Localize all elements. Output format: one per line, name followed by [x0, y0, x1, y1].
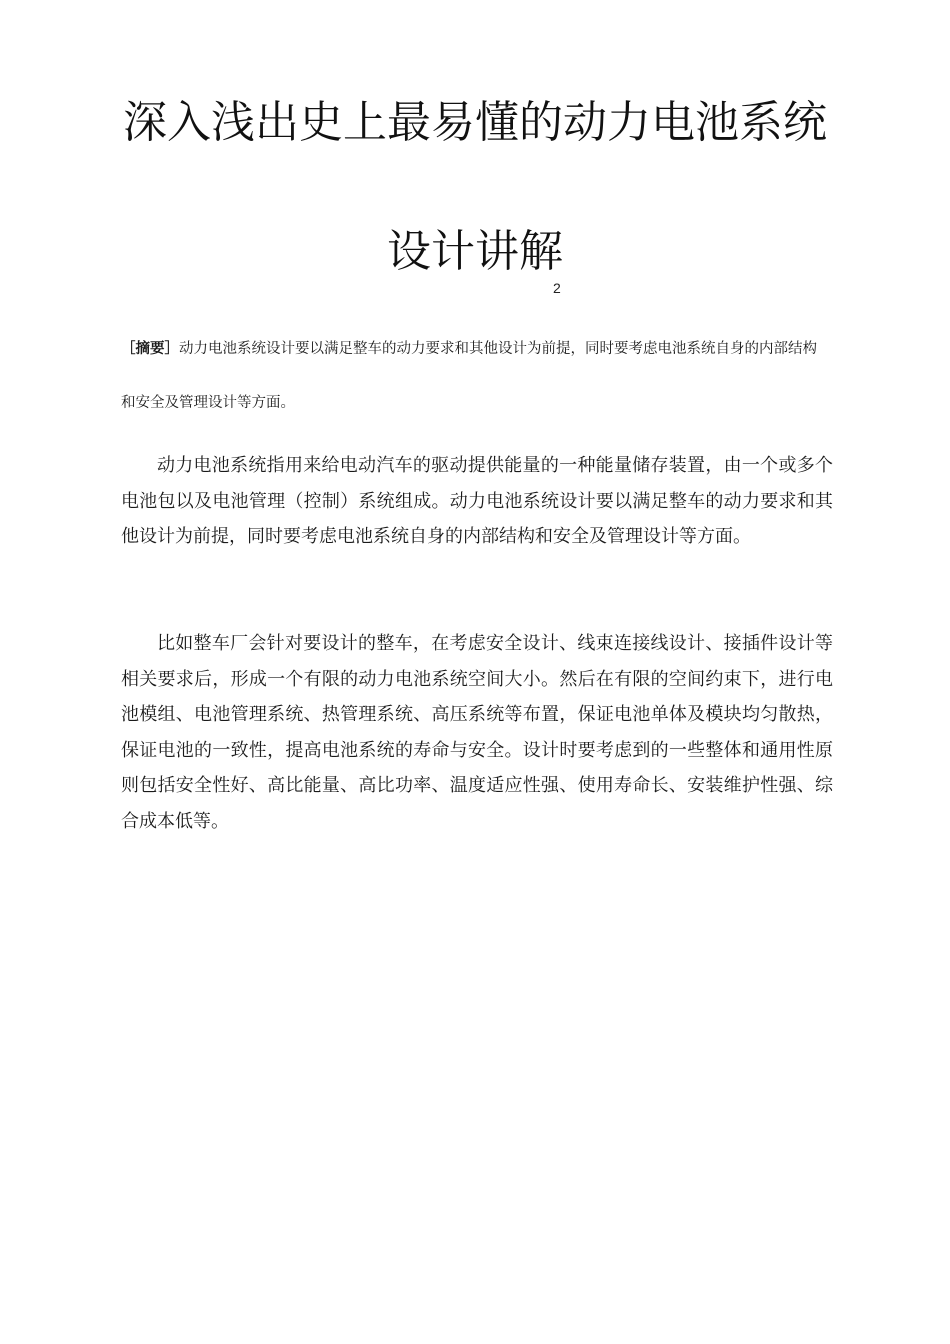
- abstract-label: ［摘要］: [121, 341, 179, 357]
- document-title: 深入浅出史上最易懂的动力电池系统: [123, 97, 827, 148]
- document-title-continuation: 设计讲解: [387, 226, 563, 277]
- body-paragraph: 动力电池系统指用来给电动汽车的驱动提供能量的一种能量储存装置，由一个或多个电池包以及电池管理（控制）系统组成。动力电池系统设计要以满足整车的动力要求和其他设计为前提，同时要考虑电池系统自身的内部结构和安全及管理设计等方面。: [121, 455, 833, 547]
- abstract-text: 动力电池系统设计要以满足整车的动力要求和其他设计为前提，同时要考虑电池系统自身的内部结构和安全及管理设计等方面。: [121, 341, 817, 411]
- abstract: [121, 322, 821, 430]
- body-paragraph: 比如整车厂会针对要设计的整车，在考虑安全设计、线束连接线设计、接插件设计等相关要求后，形成一个有限的动力电池系统空间大小。然后在有限的空间约束下，进行电池模组、电池管理系统、热管理系统、高压系统等布置，保证电池单体及模块均匀散热，保证电池的一致性，提高电池系统的寿命与安全。设计时要考虑到的一些整体和通用性原则包括安全性好、高比能量、高比功率、温度适应性强、使用寿命长、安装维护性强、综合成本低等。: [121, 633, 833, 832]
- page-number: 2: [553, 280, 561, 296]
